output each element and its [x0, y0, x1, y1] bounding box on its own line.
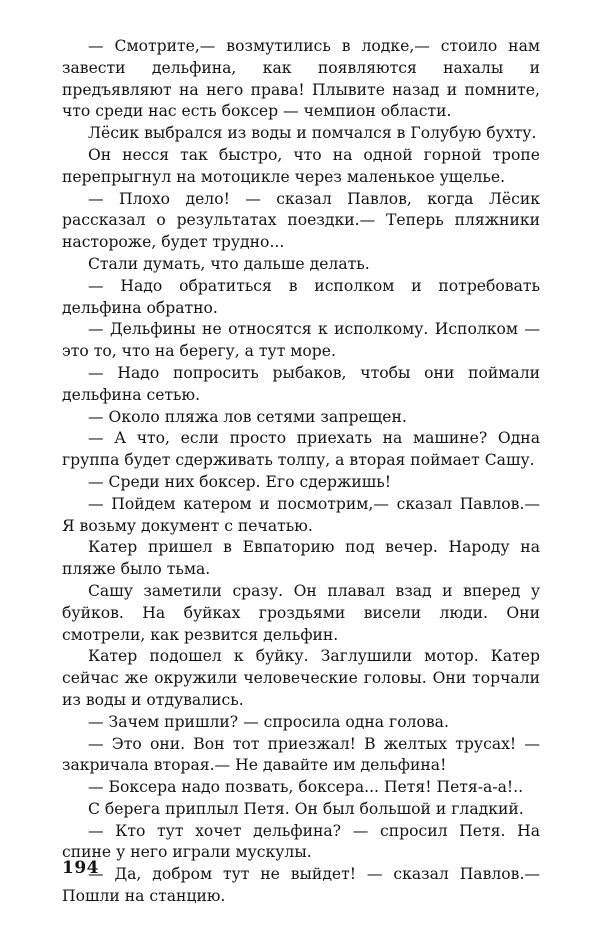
paragraph: — Да, добром тут не выйдет! — сказал Павлов.— Пошли на станцию. — [62, 865, 540, 906]
paragraph: — Около пляжа лов сетями запрещен. — [88, 407, 407, 426]
paragraph: — Кто тут хочет дельфина? — спросил Петя. На спине у него играли мускулы. — [62, 821, 540, 862]
paragraph: — Зачем пришли? — спросила одна голова. — [88, 712, 449, 731]
paragraph: Катер подошел к буйку. Заглушили мотор. Катер сейчас же окружили человеческие головы. Они торчали из воды и отдувались. — [62, 647, 540, 709]
page-text — [62, 36, 540, 908]
paragraph: — Плохо дело! — сказал Павлов, когда Лёсик рассказал о результатах поездки.— Теперь пляжники настороже, будет трудно... — [62, 189, 540, 252]
paragraph: — Пойдем катером и посмотрим,— сказал Павлов.— Я возьму документ с печатью. — [62, 494, 540, 535]
page-number: 194 — [62, 858, 99, 878]
paragraph: Лёсик выбрался из воды и помчался в Голубую бухту. — [88, 124, 537, 143]
paragraph: — Среди них боксер. Его сдержишь! — [88, 472, 391, 491]
paragraph: — Надо попросить рыбаков, чтобы они поймали дельфина сетью. — [62, 363, 540, 404]
paragraph: — Надо обратиться в исполком и потребовать дельфина обратно. — [62, 276, 540, 317]
paragraph: — Смотрите,— возмутились в лодке,— стоило нам завести дельфина, как появляются нахалы и предъявляют на него права! Плывите назад и помните, что среди нас есть боксер — чемпион области. — [62, 37, 540, 121]
paragraph: Он несся так быстро, что на одной горной тропе перепрыгнул на мотоцикле через маленькое ущелье. — [62, 145, 540, 186]
paragraph: — Дельфины не относятся к исполкому. Исполком — это то, что на берегу, а тут море. — [62, 320, 540, 361]
paragraph: — Боксера надо позвать, боксера... Петя! Петя-а-а!.. — [88, 778, 524, 797]
paragraph: Стали думать, что дальше делать. — [88, 254, 370, 273]
paragraph: — Это они. Вон тот приезжал! В желтых трусах! — закричала вторая.— Не давайте им дельфина! — [62, 734, 540, 775]
paragraph: Сашу заметили сразу. Он плавал взад и вперед у буйков. На буйках гроздьями висели люди. Они смотрели, как резвится дельфин. — [62, 581, 540, 644]
paragraph: С берега приплыл Петя. Он был большой и гладкий. — [88, 799, 524, 818]
paragraph: — А что, если просто приехать на машине? Одна группа будет сдерживать толпу, а вторая поймает Сашу. — [62, 429, 540, 470]
paragraph: Катер пришел в Евпаторию под вечер. Народу на пляже было тьма. — [62, 538, 540, 579]
